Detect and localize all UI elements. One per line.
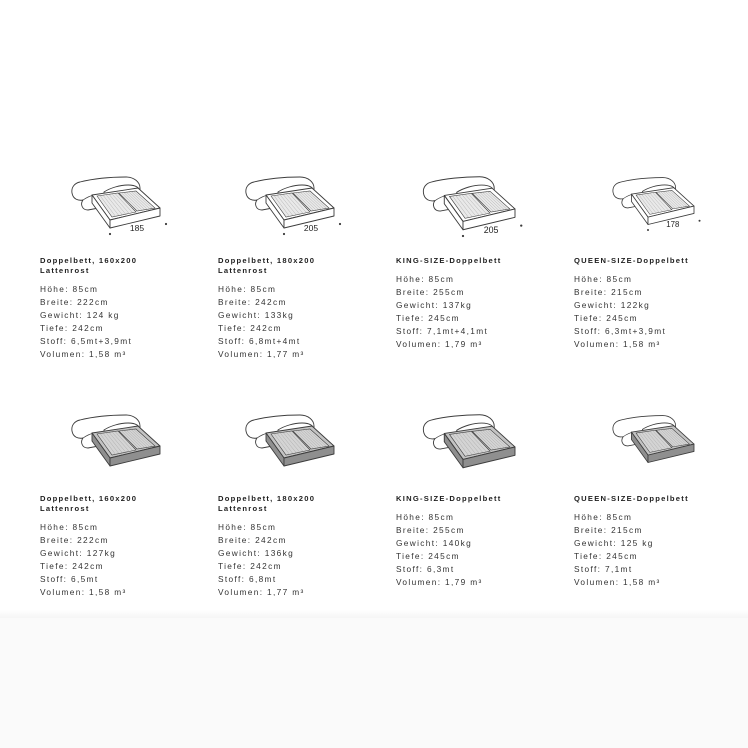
bed-spec-line: Breite: 242cm	[218, 297, 287, 307]
dimension-marker-left	[109, 233, 111, 235]
bed-spec-line: Volumen: 1,58 m³	[40, 349, 127, 359]
bed-title-line1: Doppelbett, 160x200	[40, 494, 138, 503]
bed-spec-line: Gewicht: 122kg	[574, 300, 651, 310]
bed-spec-list	[396, 511, 566, 589]
bed-spec-line: Stoff: 6,3mt+3,9mt	[574, 326, 667, 336]
bed-title	[218, 256, 388, 276]
bed-spec-line: Gewicht: 127kg	[40, 548, 117, 558]
bed-spec-line: Tiefe: 242cm	[218, 561, 282, 571]
bed-title	[40, 256, 210, 276]
bed-spec-line: Höhe: 85cm	[218, 522, 277, 532]
bed-outline-icon	[244, 174, 374, 244]
bed-title-line1: QUEEN-SIZE-Doppelbett	[574, 256, 689, 265]
bed-spec-line: Tiefe: 245cm	[396, 313, 460, 323]
bed-outline-icon	[70, 174, 200, 244]
bed-spec-line: Breite: 222cm	[40, 297, 109, 307]
bed-spec-list	[40, 521, 210, 599]
width-dimension-label: 205	[303, 223, 319, 233]
bed-title	[218, 494, 388, 514]
bed-illustration	[424, 174, 554, 242]
bed-spec-list	[218, 283, 388, 361]
bed-title-line1: KING-SIZE-Doppelbett	[396, 494, 502, 503]
bed-spec-line: Stoff: 6,8mt+4mt	[218, 336, 301, 346]
bed-card	[218, 412, 388, 612]
bed-title-line2: Lattenrost	[40, 504, 90, 513]
bed-card	[396, 412, 566, 612]
bed-spec-line: Breite: 255cm	[396, 287, 465, 297]
bed-spec-line: Breite: 242cm	[218, 535, 287, 545]
bed-card	[574, 412, 744, 612]
bed-spec-line: Tiefe: 242cm	[218, 323, 282, 333]
bed-spec-line: Tiefe: 245cm	[396, 551, 460, 561]
bed-illustration	[244, 174, 374, 242]
bed-spec-line: Gewicht: 137kg	[396, 300, 473, 310]
bed-card	[218, 174, 388, 374]
bed-spec-line: Stoff: 6,5mt	[40, 574, 99, 584]
bed-spec-line: Volumen: 1,58 m³	[40, 587, 127, 597]
bed-card	[574, 174, 744, 374]
bed-upholstered-icon	[70, 412, 200, 482]
bed-upholstered-icon	[606, 412, 736, 482]
bed-spec-list	[40, 283, 210, 361]
bed-spec-line: Breite: 215cm	[574, 287, 643, 297]
bed-title	[574, 256, 744, 266]
bed-spec-line: Gewicht: 133kg	[218, 310, 295, 320]
bed-spec-line: Breite: 255cm	[396, 525, 465, 535]
dimension-marker-right	[165, 223, 167, 225]
bed-spec-line: Höhe: 85cm	[574, 274, 633, 284]
bed-spec-line: Tiefe: 245cm	[574, 313, 638, 323]
bed-spec-line: Gewicht: 125 kg	[574, 538, 654, 548]
width-dimension-label: 205	[483, 224, 499, 235]
bed-spec-line: Volumen: 1,77 m³	[218, 587, 305, 597]
bed-illustration	[244, 412, 374, 480]
bed-spec-line: Höhe: 85cm	[396, 512, 455, 522]
bed-title-line2: Lattenrost	[40, 266, 90, 275]
bed-title-line1: QUEEN-SIZE-Doppelbett	[574, 494, 689, 503]
bed-spec-line: Höhe: 85cm	[218, 284, 277, 294]
bed-title-line1: Doppelbett, 160x200	[40, 256, 138, 265]
bed-spec-line: Tiefe: 242cm	[40, 323, 104, 333]
bed-spec-line: Höhe: 85cm	[574, 512, 633, 522]
width-dimension-label: 178	[666, 220, 680, 230]
dimension-marker-right	[699, 220, 701, 222]
bed-illustration	[424, 412, 554, 480]
dimension-marker-left	[283, 233, 285, 235]
bed-spec-line: Volumen: 1,58 m³	[574, 339, 661, 349]
bed-spec-line: Höhe: 85cm	[40, 522, 99, 532]
bed-title	[40, 494, 210, 514]
bed-title-line2: Lattenrost	[218, 504, 268, 513]
dimension-marker-right	[520, 224, 522, 226]
bed-spec-line: Breite: 222cm	[40, 535, 109, 545]
bed-upholstered-icon	[424, 412, 554, 482]
bed-spec-line: Volumen: 1,58 m³	[574, 577, 661, 587]
bed-title	[396, 494, 566, 504]
dimension-marker-left	[462, 235, 464, 237]
bed-illustration	[606, 174, 736, 242]
bed-spec-line: Höhe: 85cm	[40, 284, 99, 294]
bed-spec-line: Stoff: 7,1mt	[574, 564, 633, 574]
bed-title-line2: Lattenrost	[218, 266, 268, 275]
bed-spec-list	[396, 273, 566, 351]
bed-spec-line: Tiefe: 245cm	[574, 551, 638, 561]
bed-spec-line: Stoff: 6,5mt+3,9mt	[40, 336, 133, 346]
bed-card	[40, 412, 210, 612]
bed-spec-line: Stoff: 6,8mt	[218, 574, 277, 584]
bed-title	[396, 256, 566, 266]
bed-title-line1: Doppelbett, 180x200	[218, 256, 316, 265]
bed-spec-line: Tiefe: 242cm	[40, 561, 104, 571]
bed-spec-line: Höhe: 85cm	[396, 274, 455, 284]
bed-illustration	[606, 412, 736, 480]
bed-title	[574, 494, 744, 504]
dimension-marker-left	[647, 229, 649, 231]
bed-card	[396, 174, 566, 374]
bed-title-line1: KING-SIZE-Doppelbett	[396, 256, 502, 265]
bed-spec-line: Gewicht: 124 kg	[40, 310, 120, 320]
bed-spec-line: Gewicht: 140kg	[396, 538, 473, 548]
bed-outline-icon	[606, 174, 736, 244]
bed-spec-line: Volumen: 1,79 m³	[396, 339, 483, 349]
footer-band	[0, 618, 748, 748]
bed-card	[40, 174, 210, 374]
bed-title-line1: Doppelbett, 180x200	[218, 494, 316, 503]
bed-spec-list	[574, 511, 744, 589]
bed-upholstered-icon	[244, 412, 374, 482]
bed-spec-list	[574, 273, 744, 351]
bed-spec-line: Stoff: 7,1mt+4,1mt	[396, 326, 489, 336]
bed-spec-line: Gewicht: 136kg	[218, 548, 295, 558]
bed-spec-line: Stoff: 6,3mt	[396, 564, 455, 574]
bed-spec-line: Volumen: 1,79 m³	[396, 577, 483, 587]
bed-illustration	[70, 174, 200, 242]
bed-illustration	[70, 412, 200, 480]
dimension-marker-right	[339, 223, 341, 225]
width-dimension-label: 185	[129, 223, 145, 233]
bed-spec-list	[218, 521, 388, 599]
bed-spec-line: Volumen: 1,77 m³	[218, 349, 305, 359]
bed-outline-icon	[424, 174, 554, 244]
bed-spec-line: Breite: 215cm	[574, 525, 643, 535]
